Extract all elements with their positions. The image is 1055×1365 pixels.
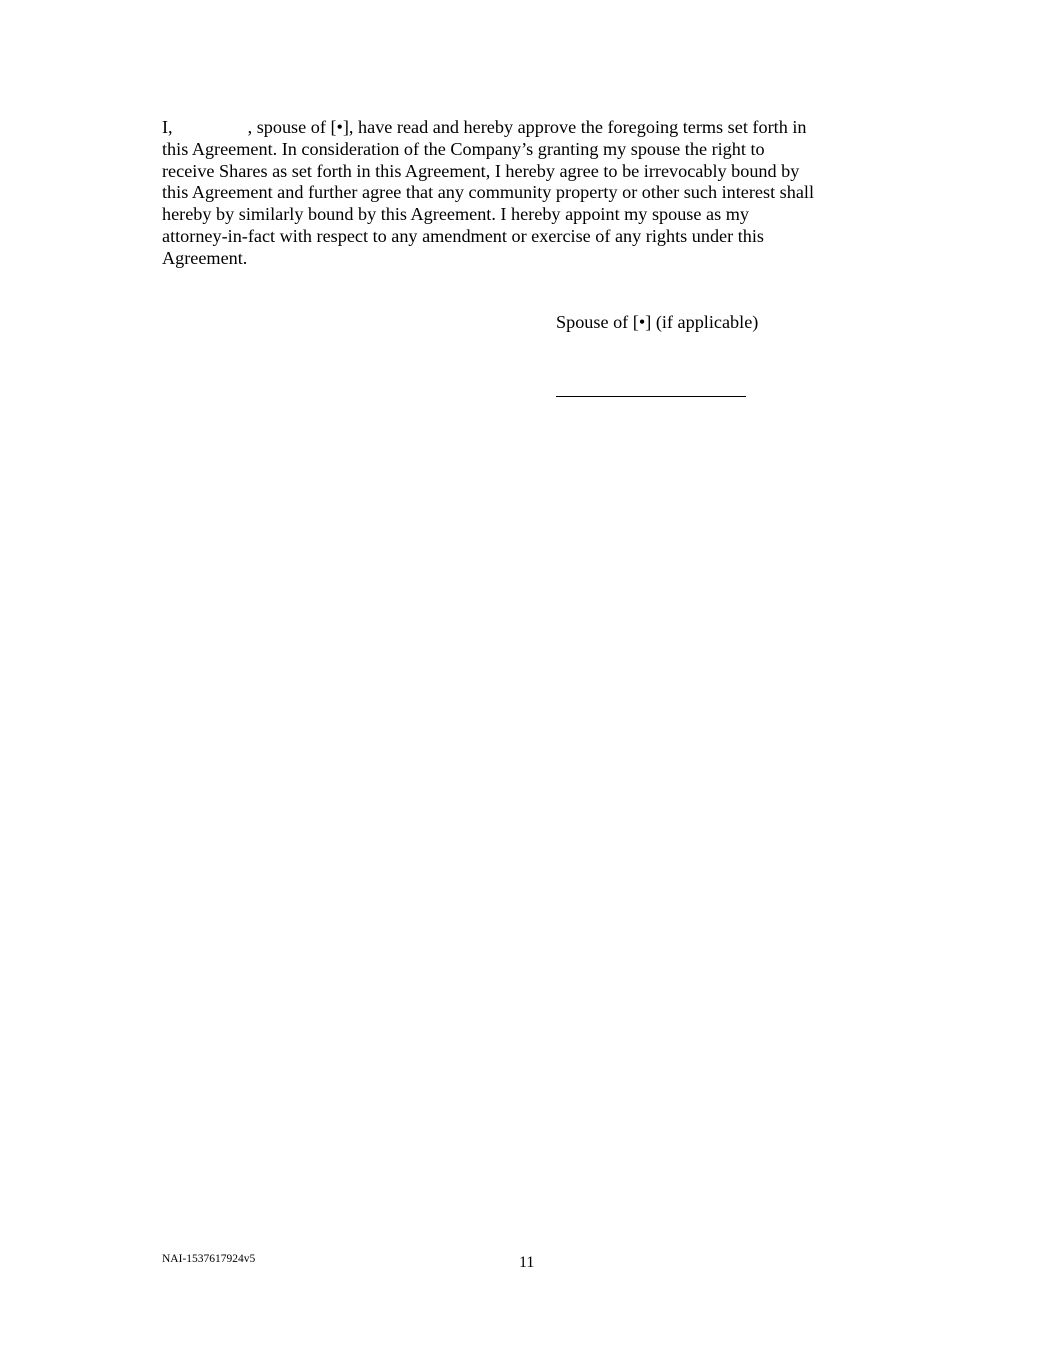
consent-line-1	[162, 117, 902, 139]
spousal-consent-paragraph	[162, 117, 902, 270]
signature-label: Spouse of [•] (if applicable)	[556, 312, 759, 332]
consent-line-6: attorney-in-fact with respect to any amendment or exercise of any rights under this	[162, 225, 764, 246]
consent-line-1-rest: , spouse of [•], have read and hereby approve the foregoing terms set forth in	[247, 117, 807, 137]
consent-opening: I,	[162, 117, 173, 137]
consent-line-3: receive Shares as set forth in this Agreement, I hereby agree to be irrevocably bound by	[162, 160, 800, 181]
consent-line-2: this Agreement. In consideration of the Company’s granting my spouse the right to	[162, 138, 765, 159]
page-number: 11	[519, 1254, 535, 1271]
consent-line-7: Agreement.	[162, 247, 248, 268]
signature-line	[556, 396, 746, 397]
consent-line-5: hereby by similarly bound by this Agreement. I hereby appoint my spouse as my	[162, 204, 749, 225]
consent-line-4: this Agreement and further agree that any community property or other such interest shall	[162, 182, 815, 203]
document-id: NAI-1537617924v5	[162, 1253, 256, 1265]
